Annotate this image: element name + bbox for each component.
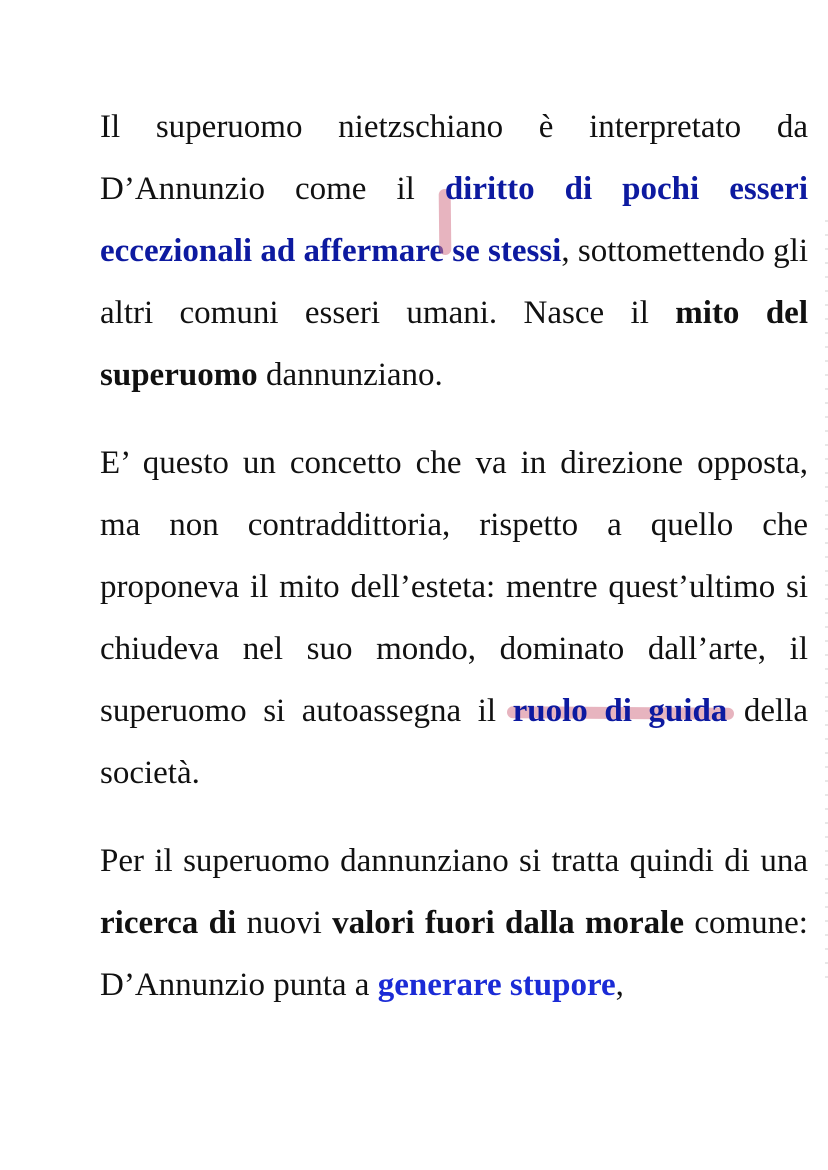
emphasized-phrase-stupore: generare stupore (377, 967, 616, 1003)
highlight-marker (513, 693, 728, 729)
bold-phrase-ricerca: ricerca di (100, 905, 237, 941)
text-segment: nuovi (236, 905, 333, 941)
text-segment: Il superuomo nietzschiano è interpretato da D’Annunzio come il (100, 109, 808, 207)
text-segment: , sottomettendo gli altri comuni esseri umani. Nasce il (100, 233, 808, 331)
document-page (100, 96, 808, 1042)
paragraph-superuomo-definition (100, 96, 808, 406)
emphasized-phrase-affermare: ad affermare se stessi (260, 233, 562, 269)
text-segment: della società. (100, 693, 808, 791)
text-segment: Per il superuomo dannunziano si tratta quindi di una (100, 843, 808, 879)
text-segment: comune: D’Annunzio punta a (100, 905, 808, 1003)
paragraph-nuovi-valori (100, 830, 808, 1016)
highlighted-phrase-ruolo: ruolo di guida (512, 693, 728, 729)
bold-phrase-valori: valori fuori dalla morale (332, 905, 684, 941)
text-segment: , (615, 967, 624, 1003)
paragraph-esteta-comparison (100, 432, 808, 804)
bold-phrase-mito: mito del superuomo (100, 295, 808, 393)
text-segment: dannunziano. (257, 357, 443, 393)
text-segment: E’ questo un concetto che va in direzione opposta, ma non contraddittoria, rispetto a quello che proponeva il mito dell’esteta: mentre quest’ultimo si chiudeva nel suo mondo, dominato dall’arte, il superuomo si autoassegna il (100, 445, 808, 729)
highlighted-phrase-diritto: diritto di pochi esseri eccezionali (100, 171, 808, 269)
